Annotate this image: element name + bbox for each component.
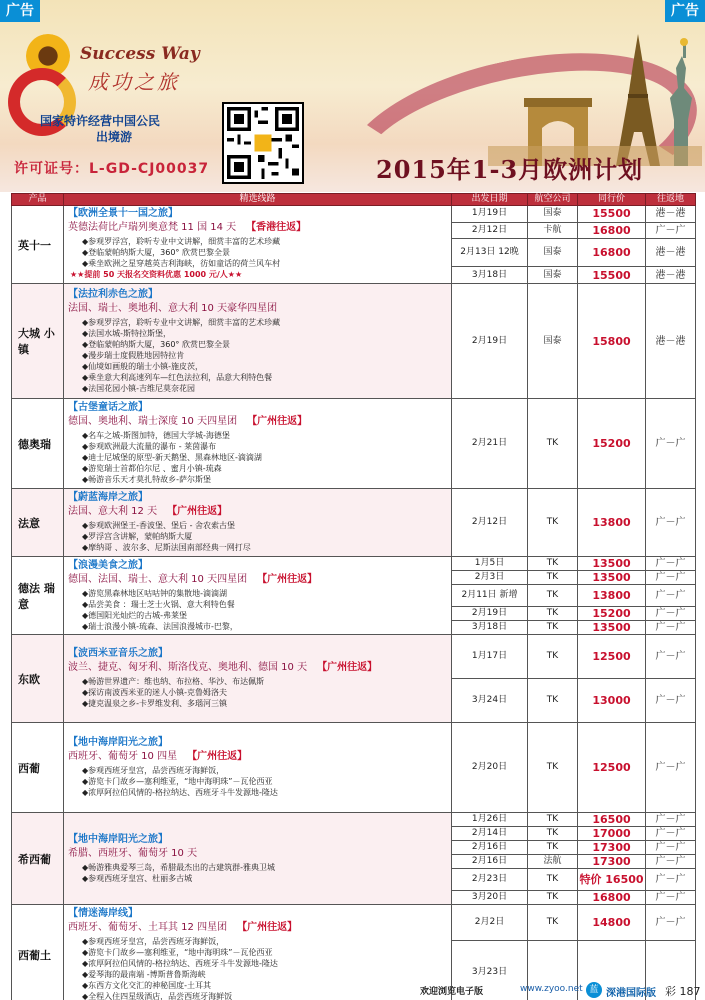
brand-name-cn: 成功之旅 (88, 70, 180, 94)
page-title: 2015年1-3月欧洲计划 (376, 155, 644, 184)
route-subtitle (68, 922, 447, 934)
airline: TK (528, 869, 578, 891)
airline: TK (528, 841, 578, 855)
route-details (64, 399, 452, 489)
brand-name-en: Success Way (80, 44, 200, 64)
airline: TK (528, 585, 578, 607)
airline: TK (528, 905, 578, 941)
product-name: 西葡 (12, 723, 64, 813)
trade-price: 17000 (578, 827, 646, 841)
departure-date: 2月13日 12晚 (452, 239, 528, 267)
departure-date: 2月20日 (452, 723, 528, 813)
route-highlight: ◆ 参观欧洲最大流量的瀑布 - 莱茵瀑布 (68, 441, 447, 452)
trade-price: 16800 (578, 891, 646, 905)
round-trip-city: 广－广 (646, 621, 696, 635)
route-highlight: ◆ 捷克温泉之乡-卡罗维发利、多瑙河三镇 (68, 698, 447, 709)
trade-price: 17300 (578, 841, 646, 855)
table-row (12, 813, 696, 827)
round-trip-city: 广－广 (646, 723, 696, 813)
header-airline: 航空公司 (528, 194, 578, 206)
header-product: 产品 (12, 194, 64, 206)
departure-date: 2月16日 (452, 841, 528, 855)
header-route: 精选线路 (64, 194, 452, 206)
trade-price: 16800 (578, 239, 646, 267)
route-highlight: ◆ 品尝美食 ：瑞士芝士火锅、意大利特色餐 (68, 599, 447, 610)
footer-brand: 深港国际版 (606, 988, 656, 999)
route-highlight: ◆ 东西方文化交汇的神秘国度-土耳其 (68, 980, 447, 991)
route-details (64, 489, 452, 557)
trade-price: 15200 (578, 399, 646, 489)
trade-price: 13800 (578, 585, 646, 607)
round-trip-city: 广－广 (646, 869, 696, 891)
trade-price: 15500 (578, 206, 646, 223)
round-trip-city: 广－广 (646, 489, 696, 557)
round-trip-city: 港－港 (646, 206, 696, 223)
airline: TK (528, 679, 578, 723)
route-highlight: ◆ 游览黑森林地区咕咕钟的集散地-滴滴湖 (68, 588, 447, 599)
route-countries: 希腊、西班牙、葡萄牙 10 天 (68, 847, 198, 859)
route-highlight: ◆ 摩纳哥 、波尔多、尼斯法国南部经典一网打尽 (68, 542, 447, 553)
trade-price: 13000 (578, 679, 646, 723)
route-highlight: ◆ 浓厚阿拉伯风情的-格拉纳达、西班牙斗牛发源地-隆达 (68, 787, 447, 798)
departure-date: 2月19日 (452, 607, 528, 621)
departure-date: 1月17日 (452, 635, 528, 679)
route-highlight: ◆ 法国水城-斯特拉斯堡， (68, 328, 447, 339)
departure-date: 3月20日 (452, 891, 528, 905)
route-highlight: ◆ 名车之城-斯图加特，德国大学城-海德堡 (68, 430, 447, 441)
airline: TK (528, 621, 578, 635)
route-countries: 英德法荷比卢瑞列奥意梵 11 国 14 天 (68, 222, 237, 233)
product-name: 英十一 (12, 206, 64, 284)
route-title[interactable]: 【欧洲全景十一国之旅】 (68, 208, 178, 219)
route-countries: 德国、奥地利、瑞士深度 10 天四星团 (68, 416, 238, 427)
route-highlight: ◆ 乘坐欧洲之星穿越英吉利海峡，彷如童话的荷兰风车村 (68, 258, 447, 269)
departure-date: 2月11日 新增 (452, 585, 528, 607)
departure-date: 1月5日 (452, 557, 528, 571)
round-trip-city: 广－广 (646, 679, 696, 723)
table-row (12, 489, 696, 557)
departure-date: 2月12日 (452, 222, 528, 239)
round-trip-city: 广－广 (646, 571, 696, 585)
airline: TK (528, 827, 578, 841)
route-highlight: ◆ 游览卡门故乡—塞利维亚，“地中海明珠”－瓦伦西亚 (68, 776, 447, 787)
airline: TK (528, 813, 578, 827)
route-highlight: ◆ 爱琴海的最南端 -博斯普鲁斯海峡 (68, 969, 447, 980)
page-number: 彩 187 (665, 985, 701, 998)
trade-price: 13500 (578, 571, 646, 585)
airline: 国泰 (528, 284, 578, 399)
departure-date: 2月16日 (452, 855, 528, 869)
airline: 国泰 (528, 267, 578, 284)
route-highlight: ◆ 参观罗浮宫，聆听专业中文讲解，细赏丰富的艺术珍藏 (68, 236, 447, 247)
round-trip-city: 广－广 (646, 585, 696, 607)
airline: TK (528, 607, 578, 621)
route-highlight: ◆ 法国花园小镇-吉维尼莫奈花园 (68, 383, 447, 394)
promo-note: ★★提前 50 天报名交资料优惠 1000 元/人★★ (70, 270, 243, 279)
route-highlight: ◆ 登临蒙帕纳斯大厦，360° 欣赏巴黎全景 (68, 339, 447, 350)
route-highlight: ◆ 乘坐意大利高速列车—红色法拉利，品意大利特色餐 (68, 372, 447, 383)
table-row (12, 284, 696, 399)
route-highlight: ◆ 全程入住四星级酒店，品尝西班牙海鲜饭 (68, 991, 447, 1000)
header-destination: 往返地 (646, 194, 696, 206)
product-name: 法意 (12, 489, 64, 557)
route-highlight: ◆ 参观西班牙皇宫，品尝西班牙海鲜饭， (68, 936, 447, 947)
route-details (64, 813, 452, 905)
airline: TK (528, 399, 578, 489)
route-subtitle (68, 848, 447, 860)
table-row (12, 635, 696, 679)
departure-date: 2月3日 (452, 571, 528, 585)
route-title[interactable]: 【法拉利赤色之旅】 (68, 288, 158, 300)
trade-price: 16800 (578, 222, 646, 239)
route-countries: 法国、瑞士、奥地利、意大利 10 天豪华四星团 (68, 302, 278, 314)
trade-price: 15800 (578, 284, 646, 399)
route-highlight: ◆ 德国阳光灿烂的古城-弗莱堡 (68, 610, 447, 621)
route-title[interactable]: 【古堡童话之旅】 (68, 402, 148, 413)
table-row (12, 399, 696, 489)
route-highlight: ◆ 参观西班牙皇宫、杜丽多古城 (68, 873, 447, 884)
round-trip-city: 港－港 (646, 267, 696, 284)
route-highlight: ◆ 登临蒙帕纳斯大厦，360° 欣赏巴黎全景 (68, 247, 447, 258)
table-row (12, 905, 696, 941)
route-highlight: ◆ 漫步瑞士度假胜地因特拉肯 (68, 350, 447, 361)
round-trip-city: 广－广 (646, 905, 696, 941)
route-highlight: ◆ 畅游音乐天才莫扎特故乡-萨尔斯堡 (68, 474, 447, 485)
route-subtitle (68, 416, 447, 428)
departure-date: 1月19日 (452, 206, 528, 223)
airline: TK (528, 723, 578, 813)
route-title[interactable]: 【波西米亚音乐之旅】 (68, 648, 168, 659)
route-departure-tag: 【广州往返】 (187, 751, 248, 762)
airline: 卡航 (528, 222, 578, 239)
route-highlight: ◆ 游览瑞士首都伯尔尼 、蜜月小镇-琉森 (68, 463, 447, 474)
route-highlight: ◆ 罗浮宫含讲解，蒙帕纳斯大厦 (68, 531, 447, 542)
route-details (64, 635, 452, 723)
airline: TK (528, 557, 578, 571)
departure-date: 2月23日 (452, 869, 528, 891)
route-subtitle (68, 662, 447, 674)
product-name: 德奥瑞 (12, 399, 64, 489)
route-countries: 法国、意大利 12 天 (68, 506, 158, 517)
trade-price: 特价 16500 (578, 869, 646, 891)
product-name: 西葡土 (12, 905, 64, 1000)
departure-date: 3月18日 (452, 267, 528, 284)
airline: 法航 (528, 855, 578, 869)
round-trip-city: 广－广 (646, 399, 696, 489)
route-title[interactable]: 【浪漫美食之旅】 (68, 559, 148, 571)
trade-price: 17300 (578, 855, 646, 869)
round-trip-city: 港－港 (646, 239, 696, 267)
round-trip-city: 广－广 (646, 557, 696, 571)
round-trip-city: 广－广 (646, 855, 696, 869)
airline: TK (528, 891, 578, 905)
route-highlight: ◆ 畅游世界遗产：维也纳、布拉格、华沙、布达佩斯 (68, 676, 447, 687)
route-departure-tag: 【广州往返】 (257, 573, 318, 585)
route-title[interactable]: 【情迷海岸线】 (68, 907, 138, 919)
departure-date: 2月19日 (452, 284, 528, 399)
permit-number: 许可证号：L-GD-CJ00037 (14, 161, 210, 177)
departure-date: 3月24日 (452, 679, 528, 723)
product-name: 希西葡 (12, 813, 64, 905)
airline: TK (528, 571, 578, 585)
route-subtitle (68, 751, 447, 763)
trade-price: 14800 (578, 905, 646, 941)
table-header (12, 194, 696, 206)
product-name: 大城 小镇 (12, 284, 64, 399)
product-name: 德法 瑞意 (12, 557, 64, 635)
route-title[interactable]: 【蔚蓝海岸之旅】 (68, 492, 148, 503)
route-highlight: ◆ 瑞士浪漫小镇-琉森、法国浪漫城市-巴黎， (68, 621, 447, 632)
route-details (64, 723, 452, 813)
footer (0, 982, 705, 1000)
route-countries: 德国、法国、瑞士、意大利 10 天四星团 (68, 573, 248, 585)
footer-url[interactable]: www.zyoo.net (520, 984, 583, 994)
table-row (12, 723, 696, 813)
departure-date: 2月21日 (452, 399, 528, 489)
ad-label-right: 广告 (665, 0, 705, 22)
route-highlight: ◆ 仙境如画般的瑞士小镇-施皮茨， (68, 361, 447, 372)
route-countries: 西班牙、葡萄牙 10 四星 (68, 751, 178, 762)
trade-price: 12500 (578, 723, 646, 813)
round-trip-city: 广－广 (646, 891, 696, 905)
landmarks-illustration (488, 28, 702, 166)
route-highlight: ◆ 浓厚阿拉伯风情的-格拉纳达、西班牙斗牛发源地-隆达 (68, 958, 447, 969)
ad-label-left: 广告 (0, 0, 40, 22)
header-banner (0, 0, 705, 192)
route-title[interactable]: 【地中海岸阳光之旅】 (68, 833, 168, 845)
route-departure-tag: 【广州往返】 (247, 416, 308, 427)
route-highlight: ◆ 参观罗浮宫，聆听专业中文讲解，细赏丰富的艺术珍藏 (68, 317, 447, 328)
route-departure-tag: 【广州往返】 (237, 921, 298, 933)
airline: 国泰 (528, 239, 578, 267)
table-row (12, 206, 696, 223)
departure-date: 2月14日 (452, 827, 528, 841)
round-trip-city: 广－广 (646, 813, 696, 827)
departure-date: 2月12日 (452, 489, 528, 557)
route-subtitle (68, 303, 447, 315)
round-trip-city: 广－广 (646, 635, 696, 679)
route-details (64, 206, 452, 284)
trade-price: 12500 (578, 635, 646, 679)
round-trip-city: 广－广 (646, 827, 696, 841)
round-trip-city: 广－广 (646, 222, 696, 239)
route-countries: 波兰、捷克、匈牙利、斯洛伐克、奥地利、德国 10 天 (68, 662, 308, 673)
route-highlight: ◆ 参观欧洲堡王-香波堡、堡后 - 舍农索古堡 (68, 520, 447, 531)
trade-price: 13500 (578, 557, 646, 571)
airline: 国泰 (528, 206, 578, 223)
trade-price: 15200 (578, 607, 646, 621)
route-subtitle (68, 506, 447, 518)
route-subtitle (68, 222, 447, 234)
route-highlight: ◆ 探访南波西米亚的迷人小镇-克鲁姆洛夫 (68, 687, 447, 698)
route-departure-tag: 【广州往返】 (167, 506, 228, 517)
route-highlight: ◆ 参观西班牙皇宫，品尝西班牙海鲜饭， (68, 765, 447, 776)
product-name: 东欧 (12, 635, 64, 723)
table-row (12, 557, 696, 571)
route-highlight: ◆ 游览卡门故乡—塞利维亚，“地中海明珠”－瓦伦西亚 (68, 947, 447, 958)
round-trip-city: 广－广 (646, 607, 696, 621)
footer-logo-icon: 蓝 (586, 982, 602, 998)
round-trip-city: 广－广 (646, 841, 696, 855)
departure-date: 1月26日 (452, 813, 528, 827)
route-departure-tag: 【广州往返】 (317, 662, 378, 673)
airline: TK (528, 635, 578, 679)
departure-date: 3月23日 (452, 941, 528, 1000)
license-text: 国家特许经营中国公民 (40, 114, 161, 128)
qr-code-icon (222, 102, 304, 184)
header-price: 同行价 (578, 194, 646, 206)
round-trip-city: 港－港 (646, 284, 696, 399)
license-text-2: 出境游 (96, 130, 133, 144)
route-departure-tag: 【香港往返】 (246, 222, 307, 233)
route-subtitle (68, 574, 447, 586)
departure-date: 2月2日 (452, 905, 528, 941)
header-date: 出发日期 (452, 194, 528, 206)
airline: TK (528, 489, 578, 557)
route-details (64, 284, 452, 399)
trade-price: 16500 (578, 813, 646, 827)
route-details (64, 557, 452, 635)
footer-text: 欢迎浏览电子版 (420, 987, 484, 997)
departure-date: 3月18日 (452, 621, 528, 635)
route-highlight: ◆ 迪士尼城堡的原型-新天鹅堡、黑森林地区-滴滴湖 (68, 452, 447, 463)
route-countries: 西班牙、葡萄牙、土耳其 12 四星团 (68, 921, 228, 933)
trade-price: 15500 (578, 267, 646, 284)
trade-price: 13500 (578, 621, 646, 635)
tour-table (11, 193, 695, 1000)
route-highlight: ◆ 畅游雅典爱琴三岛，希腊最杰出的古建筑群-雅典卫城 (68, 862, 447, 873)
trade-price: 13800 (578, 489, 646, 557)
route-title[interactable]: 【地中海岸阳光之旅】 (68, 737, 168, 748)
